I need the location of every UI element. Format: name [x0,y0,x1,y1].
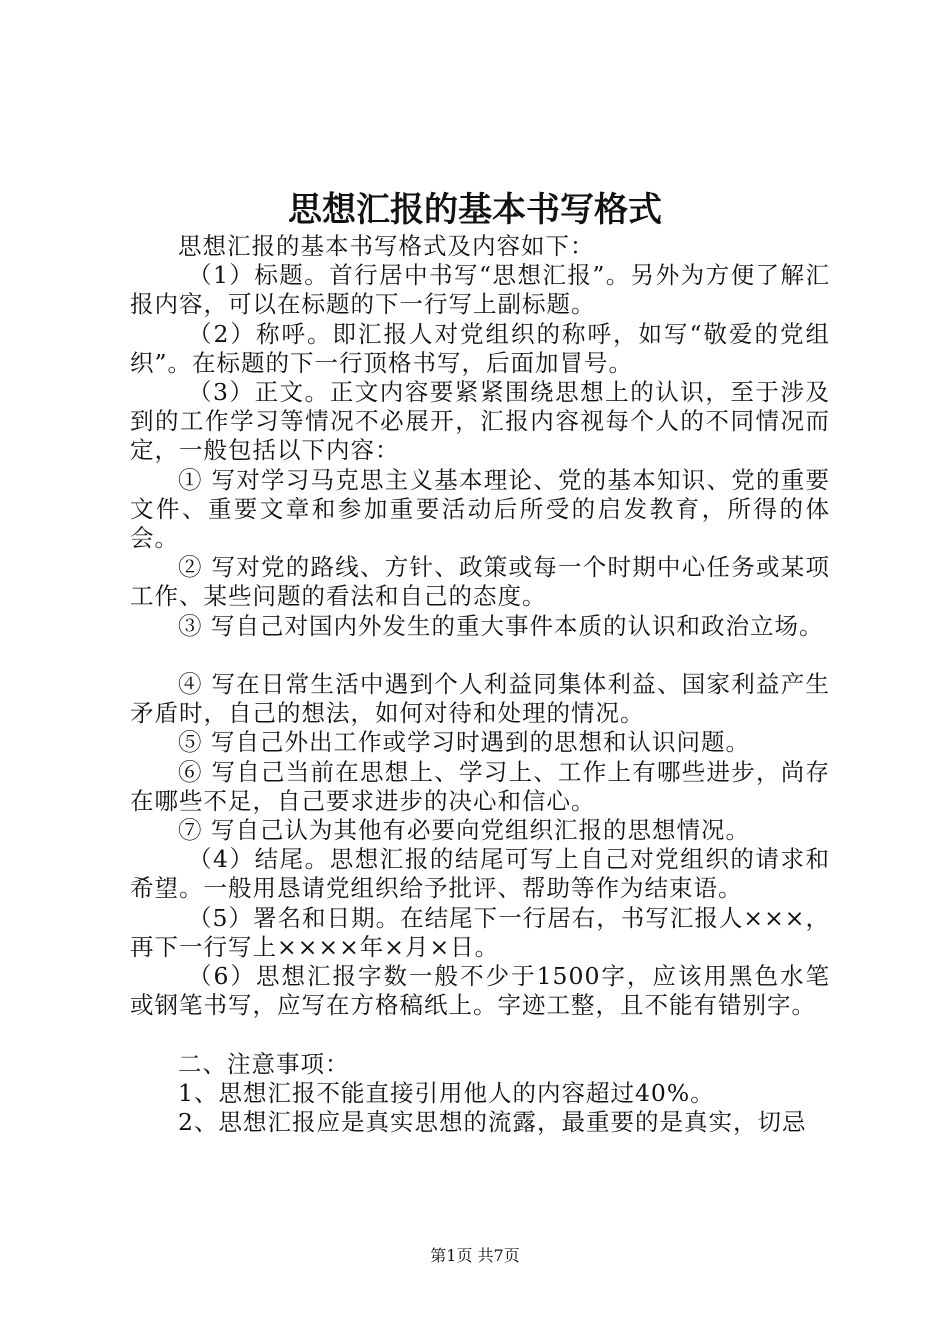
paragraph-note-2: 2、思想汇报应是真实思想的流露，最重要的是真实，切忌 [178,1108,807,1137]
paragraph-salutation-section: （2）称呼。即汇报人对党组织的称呼，如写“敬爱的党组织”。在标题的下一行顶格书写，后面加冒号。 [130,319,830,377]
paragraph-intro: 思想汇报的基本书写格式及内容如下： [178,232,595,260]
document-body [130,232,830,1137]
paragraph-title-section: （1）标题。首行居中书写“思想汇报”。另外为方便了解汇报内容，可以在标题的下一行写上副标题。 [130,261,830,319]
paragraph-item-2: ② 写对党的路线、方针、政策或每一个时期中心任务或某项工作、某些问题的看法和自己的态度。 [130,553,830,611]
paragraph-item-1: ① 写对学习马克思主义基本理论、党的基本知识、党的重要文件、重要文章和参加重要活动后所受的启发教育，所得的体会。 [130,465,830,553]
section-heading-notes: 二、注意事项： [178,1049,350,1078]
paragraph-item-7: ⑦ 写自己认为其他有必要向党组织汇报的思想情况。 [178,816,750,845]
blank-line [130,1020,830,1049]
paragraph-item-4: ④ 写在日常生活中遇到个人利益同集体利益、国家利益产生矛盾时，自己的想法，如何对待和处理的情况。 [130,670,830,728]
document-title: 思想汇报的基本书写格式 [288,190,662,230]
paragraph-signature-section: （5）署名和日期。在结尾下一行居右，书写汇报人×××，再下一行写上××××年×月×日。 [130,903,830,961]
blank-line [130,641,830,670]
paragraph-body-section: （3）正文。正文内容要紧紧围绕思想上的认识，至于涉及到的工作学习等情况不必展开，汇报内容视每个人的不同情况而定，一般包括以下内容： [130,378,830,465]
paragraph-item-6: ⑥ 写自己当前在思想上、学习上、工作上有哪些进步，尚存在哪些不足，自己要求进步的决心和信心。 [130,757,830,815]
paragraph-note-1: 1、思想汇报不能直接引用他人的内容超过40%。 [178,1078,715,1107]
paragraph-item-5: ⑤ 写自己外出工作或学习时遇到的思想和认识问题。 [178,728,750,757]
paragraph-length-section: （6）思想汇报字数一般不少于1500字，应该用黑色水笔或钢笔书写，应写在方格稿纸上。字迹工整，且不能有错别字。 [130,962,830,1020]
page-footer: 第1页 共7页 [430,1246,520,1265]
paragraph-ending-section: （4）结尾。思想汇报的结尾可写上自己对党组织的请求和希望。一般用恳请党组织给予批评、帮助等作为结束语。 [130,845,830,903]
paragraph-item-3: ③ 写自己对国内外发生的重大事件本质的认识和政治立场。 [178,611,824,640]
